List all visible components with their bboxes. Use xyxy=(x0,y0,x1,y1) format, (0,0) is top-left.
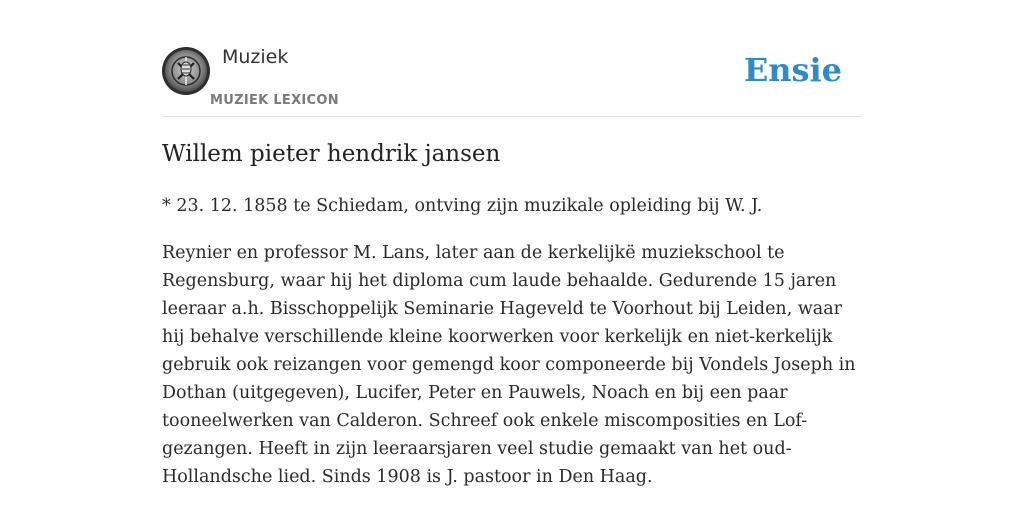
header xyxy=(162,0,862,117)
avatar[interactable] xyxy=(162,47,210,95)
category-subtitle: MUZIEK LEXICON xyxy=(210,93,339,108)
entry-paragraph: Reynier en professor M. Lans, later aan de kerkelijkë muziekschool te Regensburg, waar hij het diploma cum laude behaalde. Gedurende 15 jaren leeraar a.h. Bisschoppelijk Seminarie Hageveld te Voorhout bij Leiden, waar hij behalve verschillende kleine koorwerken voor kerkelijk en niet-kerkelijk gebruik ook reizangen voor gemengd koor componeerde bij Vondels Joseph in Dothan (uitgegeven), Lucifer, Peter en Pauwels, Noach en bij een paar tooneelwerken van Calderon. Schreef ook enkele miscomposities en Lof-gezangen. Heeft in zijn leeraarsjaren veel studie gemaakt van het oud-Hollandsche lied. Sinds 1908 is J. pastoor in Den Haag. xyxy=(162,243,856,487)
music-emblem-icon xyxy=(162,47,210,95)
entry-title: Willem pieter hendrik jansen xyxy=(162,141,501,167)
entry-paragraph: * 23. 12. 1858 te Schiedam, ontving zijn muzikale opleiding bij W. J. xyxy=(162,196,763,216)
brand-logo[interactable]: Ensie xyxy=(743,51,842,89)
category-title[interactable]: Muziek xyxy=(222,46,289,68)
